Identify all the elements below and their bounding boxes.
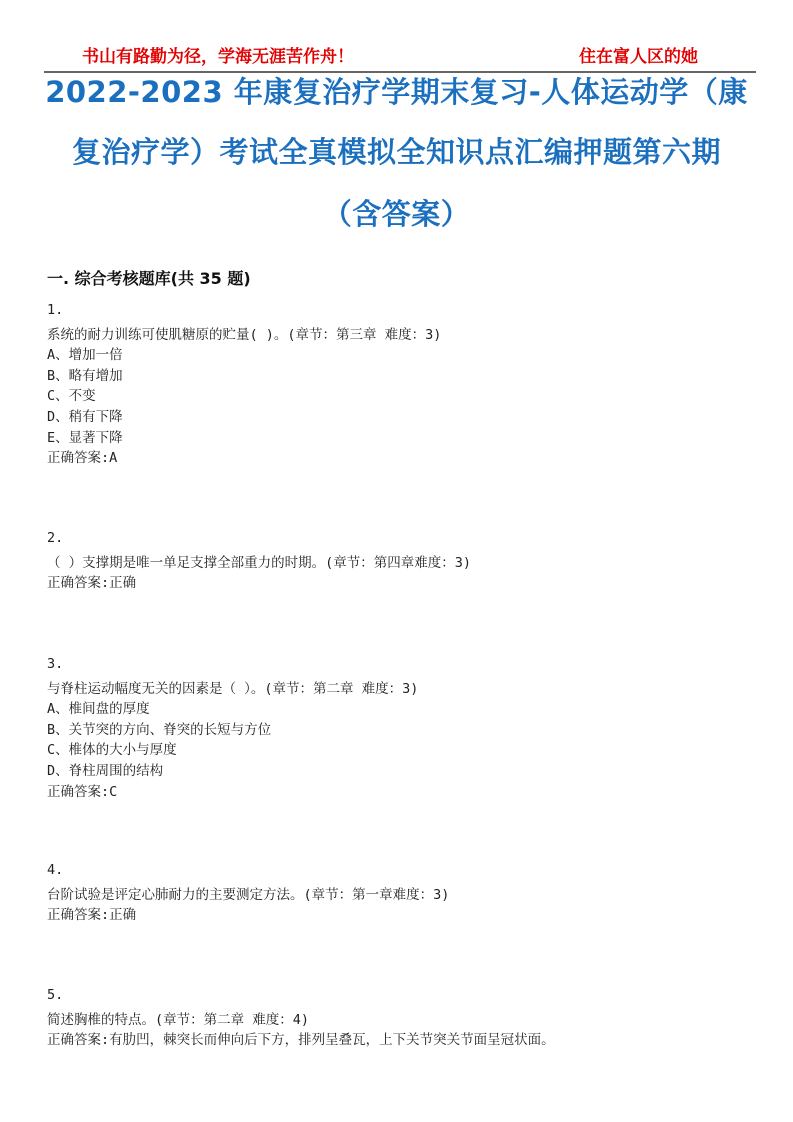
question-answer: 正确答案:A — [47, 450, 118, 467]
document-title-line-1: 2022-2023 年康复治疗学期末复习-人体运动学（康 — [45, 75, 748, 109]
question-option: A、椎间盘的厚度 — [47, 701, 150, 718]
question-number: 5. — [47, 987, 64, 1003]
question-stem: （ ）支撑期是唯一单足支撑全部重力的时期。(章节：第四章难度：3) — [47, 554, 472, 571]
question-option: A、增加一倍 — [47, 347, 123, 364]
question-stem: 与脊柱运动幅度无关的因素是（ ）。(章节：第二章 难度：3) — [47, 680, 419, 697]
question-number: 1. — [47, 302, 64, 318]
document-title-line-2: 复治疗学）考试全真模拟全知识点汇编押题第六期 — [71, 135, 721, 169]
question-option: D、稍有下降 — [47, 409, 123, 425]
question-stem: 台阶试验是评定心肺耐力的主要测定方法。(章节：第一章难度：3) — [47, 886, 450, 903]
question-option: D、脊柱周围的结构 — [47, 763, 164, 779]
question-option: C、不变 — [47, 388, 96, 405]
question-number: 4. — [47, 862, 64, 878]
question-stem: 系统的耐力训练可使肌糖原的贮量( )。(章节：第三章 难度：3) — [47, 326, 442, 343]
question-stem: 简述胸椎的特点。(章节：第二章 难度：4) — [47, 1011, 310, 1028]
question-option: B、略有增加 — [47, 367, 123, 384]
question-option: E、显著下降 — [47, 429, 123, 446]
question-answer: 正确答案:正确 — [47, 907, 137, 924]
question-number: 3. — [47, 656, 64, 672]
question-option: B、关节突的方向、脊突的长短与方位 — [47, 721, 272, 738]
question-option: C、椎体的大小与厚度 — [47, 742, 177, 759]
question-number: 2. — [47, 530, 64, 546]
document-title-line-3: （含答案） — [322, 197, 471, 231]
question-answer: 正确答案:C — [47, 783, 118, 800]
question-answer: 正确答案:正确 — [47, 575, 137, 592]
header-motto: 书山有路勤为径，学海无涯苦作舟！ — [82, 47, 354, 67]
header-author: 住在富人区的她 — [579, 47, 698, 67]
question-answer: 正确答案:有肋凹，棘突长而伸向后下方，排列呈叠瓦，上下关节突关节面呈冠状面。 — [47, 1032, 555, 1049]
section-heading: 一. 综合考核题库(共 35 题) — [47, 269, 251, 288]
